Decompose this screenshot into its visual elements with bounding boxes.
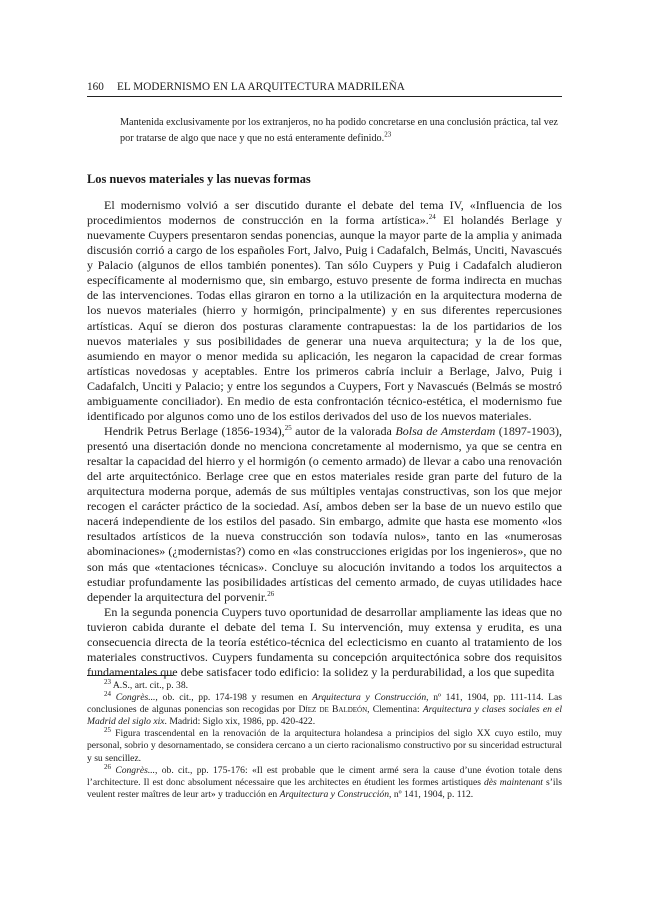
footnote-text: , nº 141, 1904, pp. 111-114. Las conclusiones de algunas ponencias son recogidas por xyxy=(87,692,562,716)
footnote-text: A.S., art. cit., p. 38. xyxy=(112,680,189,691)
footnote-divider xyxy=(87,675,173,676)
footnote-25 xyxy=(87,728,562,764)
paragraph-1 xyxy=(87,198,562,424)
paragraph-2-text-b: autor de la valorada xyxy=(291,423,396,438)
footnote-author: Díez de Baldeón xyxy=(298,704,368,716)
page-number: 160 xyxy=(87,81,104,93)
footnote-emphasis: Arquitectura y Construcción xyxy=(279,788,390,800)
paragraph-2-text-c: (1897-1903), presentó una disertación donde no menciona concretamente al modernismo, ya que se centra en resaltar la capacidad del hierro y el hormigón (o cemento armado) de llevar a cabo una renovación del arte arquitectónico. Berlage cree que en estos materiales reside gran parte del futuro de la arquitectura moderna porque, además de sus múltiples ventajas constructivas, son los que mejor recogen el carácter práctico de la sociedad. Así, ambos deben ser la base de un nuevo estilo que nacerá independiente de los estilos del pasado. Sin embargo, admite que hasta ese momento «los resultados artísticos de la nueva construcción son todavía nulos», tanto en las «numerosas abominaciones» (¿modernistas?) como en «las construcciones erigidas por los ingenieros», que no son más que «tentaciones técnicas». Concluye su alocución invitando a todos los arquitectos a estudiar profundamente las posibilidades artísticas del cemento armado, de cuyas utilidades hace depender la arquitectura del porvenir. xyxy=(87,423,563,604)
footnote-text: , ob. cit., pp. 175-176: «Il est probable que le ciment armé sera la cause d’une évotion totale dens l’architecture. Il est donc absolument nécessaire que les architectes en étudient les formes artistiques xyxy=(87,764,562,788)
paragraph-1-text-b: El holandés Berlage y nuevamente Cuypers presentaron sendas ponencias, aunque la mayor parte de la amplia y animada discusión corrió a cargo de los españoles Fort, Jalvo, Puig i Cadafalch, Belmás, Unciti, Navascués y Palacio (algunos de ellos también ponentes). Tan sólo Cuypers y Puig i Cadafalch aludieron específicamente al modernismo que, sin embargo, estuvo presente de forma indirecta en muchas de las intervenciones. Todas ellas giraron en torno a la utilización en la arquitectura moderna de los nuevos materiales (hierro y hormigón, principalmente) y en sus diferentes repercusiones artísticas. Aquí se dieron dos posturas claramente contrapuestas: la de los partidarios de los nuevos materiales y sus posibilidades de generar una nueva arquitectura; y la de los que, asumiendo en mayor o menor medida su aplicación, les negaron la capacidad de crear formas artísticas novedosas y aceptables. Entre los primeros cabría incluir a Berlage, Jalvo, Puig i Cadafalch, Unciti y Palacio; y entre los segundos a Cuypers, Fort y Navascués (Belmás se mostró ambiguamente conciliador). En medio de esta confrontación técnico-estética, el modernismo fue identificado por algunos como uno de los estilos derivados del uso de los nuevos materiales. xyxy=(87,213,563,423)
footnote-number: 24 xyxy=(104,689,111,698)
footnote-ref-25[interactable]: 25 xyxy=(284,423,292,432)
footnote-23 xyxy=(87,677,562,692)
running-title: EL MODERNISMO EN LA ARQUITECTURA MADRILEÑA xyxy=(117,81,405,93)
quote-text: Mantenida exclusivamente por los extranjeros, no ha podido concretarse en una conclusión práctica, tal vez por tratarse de algo que nace y que no está enteramente definido. xyxy=(120,117,558,144)
block-quote xyxy=(120,115,560,146)
paragraph-2 xyxy=(87,424,562,605)
section-title: Los nuevos materiales y las nuevas formas xyxy=(87,172,311,186)
footnote-text: , Clementina: xyxy=(367,704,423,716)
footnote-emphasis: Arquitectura y clases sociales en el Madrid del siglo xix xyxy=(87,704,562,728)
footnote-24 xyxy=(87,689,562,728)
footnote-number: 25 xyxy=(104,726,111,735)
footnote-26 xyxy=(87,762,562,801)
footnote-number: 23 xyxy=(104,677,111,686)
paragraph-2-emphasis: Bolsa de Amsterdam xyxy=(395,423,496,438)
footnote-emphasis: Congrès... xyxy=(115,764,156,776)
footnote-emphasis: dès maintenant xyxy=(483,776,543,788)
footnote-ref-26[interactable]: 26 xyxy=(267,589,275,598)
paragraph-2-text-a: Hendrik Petrus Berlage (1856-1934), xyxy=(104,423,285,438)
footnote-text: . Madrid: Siglo xix, 1986, pp. 420-422. xyxy=(164,716,316,728)
footnote-emphasis: Congrès... xyxy=(115,692,156,704)
footnote-text: s’ils veulent rester maîtres de leur art» y traducción en xyxy=(87,776,562,800)
running-header xyxy=(87,81,562,97)
footnotes xyxy=(87,677,562,801)
footnote-ref-24[interactable]: 24 xyxy=(428,213,436,222)
paragraph-1-text-a: El modernismo volvió a ser discutido durante el debate del tema IV, «Influencia de los procedimientos modernos de construcción en la forma artística». xyxy=(87,198,562,228)
footnote-text: , ob. cit., pp. 174-198 y resumen en xyxy=(155,692,313,704)
footnote-text: , nº 141, 1904, p. 112. xyxy=(389,788,474,800)
footnote-text: Figura trascendental en la renovación de la arquitectura holandesa a principios del siglo XX cuyo estilo, muy personal, sobrio y desornamentado, se considera cercano a un cierto racionalismo constructivo por su sinceridad estructural y su sencillez. xyxy=(87,728,562,764)
footnote-number: 26 xyxy=(104,762,111,771)
paragraph-3: En la segunda ponencia Cuypers tuvo oportunidad de desarrollar ampliamente las ideas que no tuvieron cabida durante el debate del tema I. Su intervención, muy extensa y erudita, es una consecuencia directa de la teoría estético-técnica del eclecticismo en cuanto al tratamiento de los materiales constructivos. Cuypers fundamenta su concepción arquitectónica sobre dos requisitos fundamentales que debe satisfacer todo edificio: la solidez y la perdurabilidad, a los que supedita xyxy=(87,604,562,679)
body-text xyxy=(87,198,562,680)
footnote-emphasis: Arquitectura y Construcción xyxy=(312,692,427,704)
footnote-ref-23[interactable]: 23 xyxy=(384,130,392,139)
